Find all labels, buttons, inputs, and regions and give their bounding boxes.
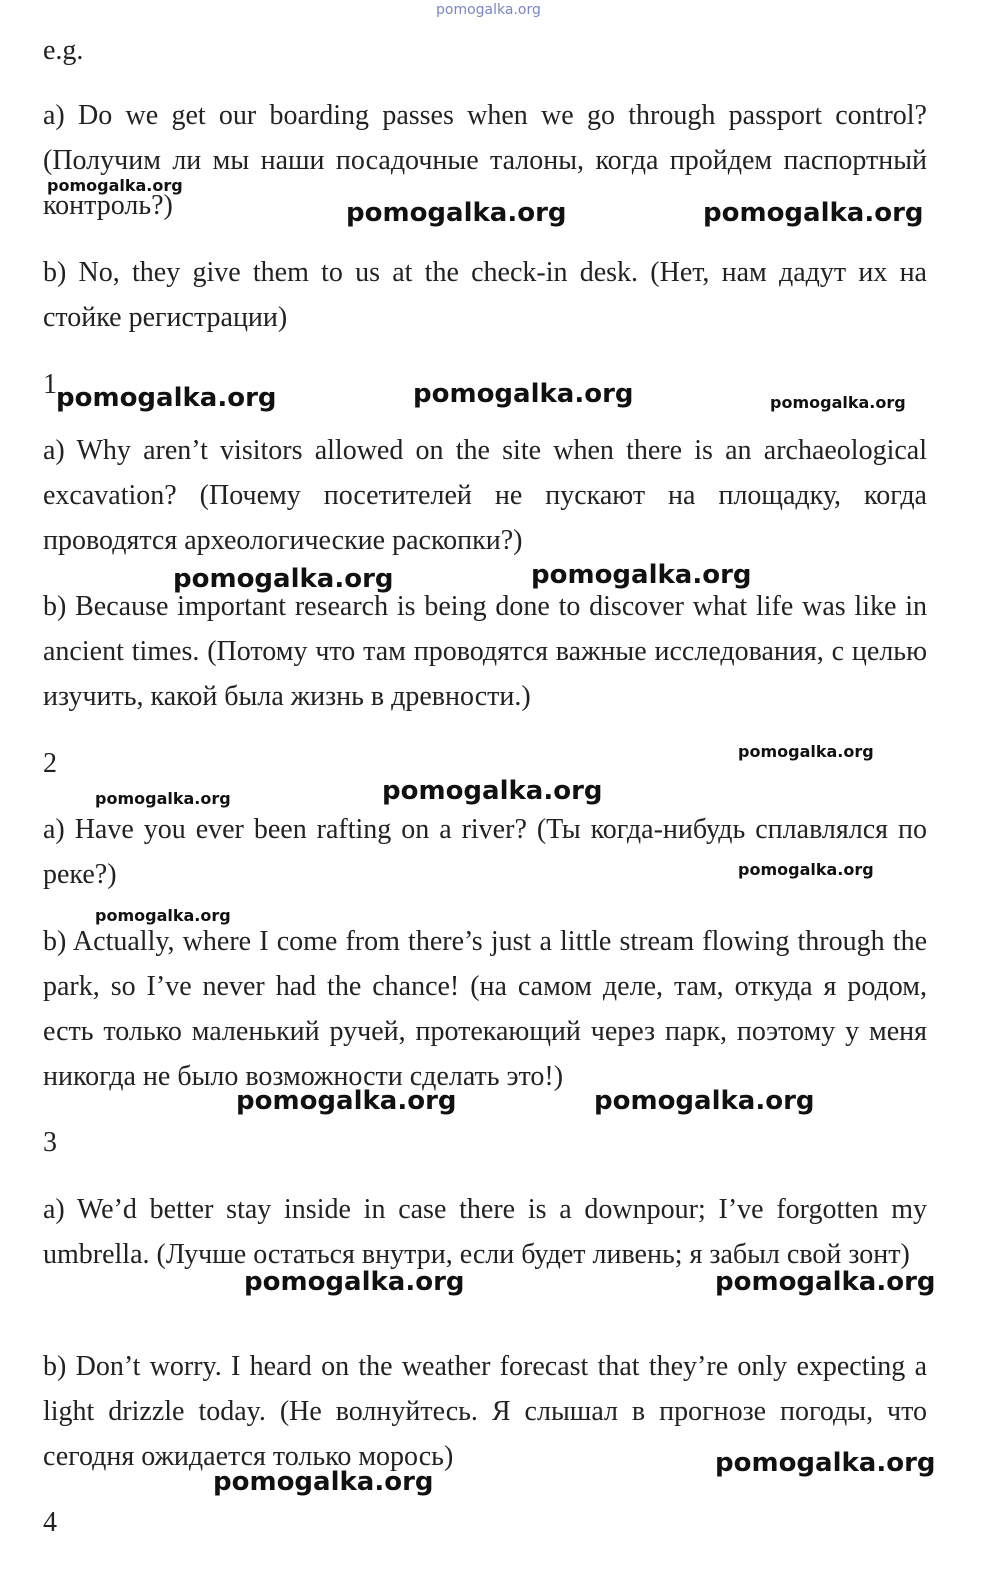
watermark: pomogalka.org bbox=[382, 776, 603, 806]
item-1-question: a) Why aren’t visitors allowed on the site when there is an archaeological excavation? (Почему посетителей не пускают на площадку, когда проводятся археологические раскопки?) bbox=[43, 435, 927, 556]
watermark: pomogalka.org bbox=[346, 198, 567, 228]
example-answer: b) No, they give them to us at the check-in desk. (Нет, нам дадут их на стойке регистрации) bbox=[43, 257, 927, 333]
header-watermark: pomogalka.org bbox=[436, 2, 541, 18]
watermark: pomogalka.org bbox=[95, 906, 231, 925]
item-number-1: 1 bbox=[43, 369, 57, 400]
watermark: pomogalka.org bbox=[56, 383, 277, 413]
example-question: a) Do we get our boarding passes when we go through passport control? (Получим ли мы наши посадочные талоны, когда пройдем паспортный контроль?) bbox=[43, 100, 927, 221]
item-3-question: a) We’d better stay inside in case there is a downpour; I’ve forgotten my umbrella. (Лучше остаться внутри, если будет ливень; я забыл свой зонт) bbox=[43, 1194, 927, 1270]
watermark: pomogalka.org bbox=[173, 564, 394, 594]
watermark: pomogalka.org bbox=[738, 860, 874, 879]
example-label: e.g. bbox=[43, 35, 84, 66]
watermark: pomogalka.org bbox=[738, 742, 874, 761]
watermark: pomogalka.org bbox=[594, 1086, 815, 1116]
watermark: pomogalka.org bbox=[703, 198, 924, 228]
watermark: pomogalka.org bbox=[715, 1267, 936, 1297]
item-number-3: 3 bbox=[43, 1127, 57, 1158]
watermark: pomogalka.org bbox=[770, 393, 906, 412]
item-number-2: 2 bbox=[43, 748, 57, 779]
watermark: pomogalka.org bbox=[244, 1267, 465, 1297]
watermark: pomogalka.org bbox=[413, 379, 634, 409]
watermark: pomogalka.org bbox=[715, 1448, 936, 1478]
watermark: pomogalka.org bbox=[47, 176, 183, 195]
watermark: pomogalka.org bbox=[531, 560, 752, 590]
watermark: pomogalka.org bbox=[213, 1467, 434, 1497]
item-3-answer: b) Don’t worry. I heard on the weather forecast that they’re only expecting a light drizzle today. (Не волнуйтесь. Я слышал в прогнозе погоды, что сегодня ожидается только морось) bbox=[43, 1351, 927, 1472]
item-2-answer: b) Actually, where I come from there’s just a little stream flowing through the park, so I’ve never had the chance! (на самом деле, там, откуда я родом, есть только маленький ручей, протекающий через парк, поэтому у меня никогда не было возможности сделать это!) bbox=[43, 926, 927, 1092]
item-1-answer: b) Because important research is being done to discover what life was like in ancient times. (Потому что там проводятся важные исследования, с целью изучить, какой была жизнь в древности.) bbox=[43, 591, 927, 712]
item-number-4: 4 bbox=[43, 1507, 57, 1538]
watermark: pomogalka.org bbox=[236, 1086, 457, 1116]
watermark: pomogalka.org bbox=[95, 789, 231, 808]
item-2-question: a) Have you ever been rafting on a river? (Ты когда-нибудь сплавлялся по реке?) bbox=[43, 814, 927, 890]
